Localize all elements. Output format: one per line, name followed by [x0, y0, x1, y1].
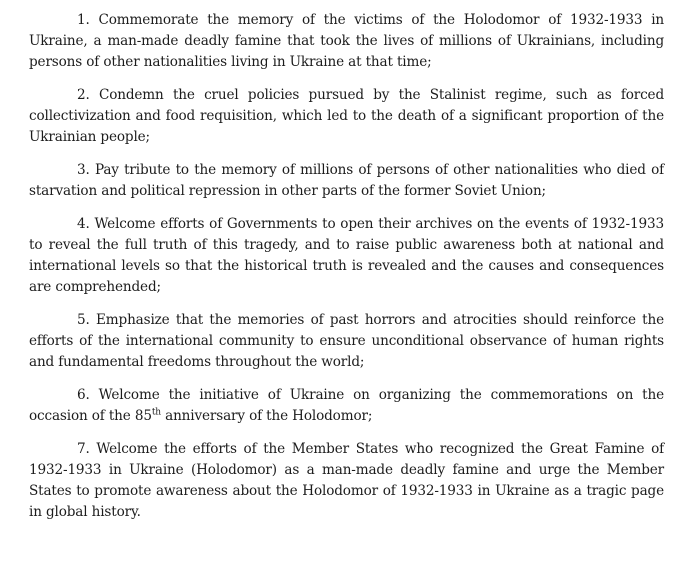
ordinal-suffix: th [151, 407, 161, 418]
paragraph-5: 5. Emphasize that the memories of past horrors and atrocities should reinforce the efforts of the international community to ensure unconditional observance of human rights and fundamental freedoms throughout the world; [29, 312, 664, 370]
paragraph-3: 3. Pay tribute to the memory of millions of persons of other nationalities who died of starvation and political repression in other parts of the former Soviet Union; [29, 162, 664, 199]
paragraph-6-text-end: anniversary of the Holodomor; [160, 408, 373, 424]
paragraph-1: 1. Commemorate the memory of the victims of the Holodomor of 1932-1933 in Ukraine, a man-made deadly famine that took the lives of millions of Ukrainians, including persons of other nationalities living in Ukraine at that time; [29, 12, 664, 70]
paragraph-7: 7. Welcome the efforts of the Member States who recognized the Great Famine of 1932-1933 in Ukraine (Holodomor) as a man-made deadly famine and urge the Member States to promote awareness about the Holodomor of 1932-1933 in Ukraine as a tragic page in global history. [29, 441, 664, 520]
paragraph-6 [29, 385, 664, 427]
paragraph-2: 2. Condemn the cruel policies pursued by the Stalinist regime, such as forced collectivization and food requisition, which led to the death of a significant proportion of the Ukrainian people; [29, 87, 664, 145]
paragraph-6-text-start: 6. Welcome the initiative of Ukraine on organizing the commemorations on the occasion of the 85 [29, 387, 664, 424]
paragraph-4: 4. Welcome efforts of Governments to open their archives on the events of 1932-1933 to reveal the full truth of this tragedy, and to raise public awareness both at national and international levels so that the historical truth is revealed and the causes and consequences are comprehended; [29, 216, 664, 295]
